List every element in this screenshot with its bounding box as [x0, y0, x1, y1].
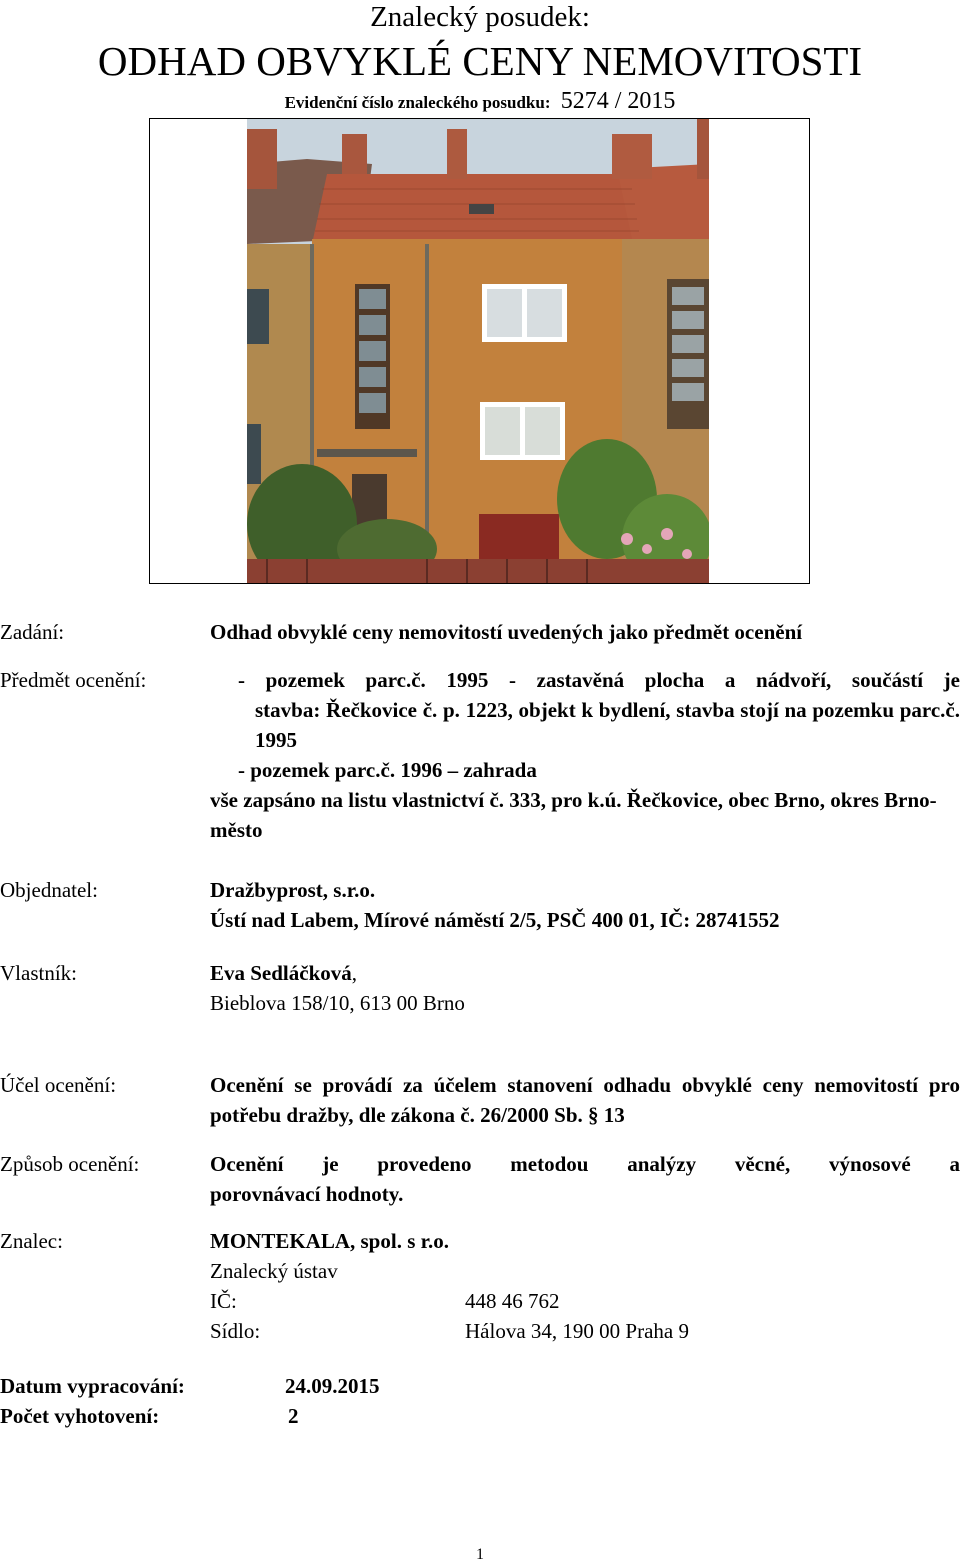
znalec-sidlo-label: Sídlo:: [210, 1319, 261, 1343]
vlastnik-name-line: Eva Sedláčková,: [210, 961, 358, 985]
objednatel-address: Ústí nad Labem, Mírové náměstí 2/5, PSČ 400 01, IČ: 28741552: [210, 908, 780, 932]
predmet-note: vše zapsáno na listu vlastnictví č. 333, pro k.ú. Řečkovice, obec Brno, okres Brno-město: [210, 788, 937, 842]
ucel-value: Ocenění se provádí za účelem stanovení odhadu obvyklé ceny nemovitostí pro potřebu dražby, dle zákona č. 26/2000 Sb. § 13: [210, 1073, 960, 1127]
znalec-ic-label: IČ:: [210, 1289, 237, 1313]
znalec-label: Znalec:: [0, 1229, 63, 1253]
datum-value: 24.09.2015: [285, 1374, 380, 1398]
predmet-item1-continuation: stavba: Řečkovice č. p. 1223, objekt k bydlení, stavba stojí na pozemku parc.č. 1995: [255, 698, 960, 752]
house-photo-icon: [247, 119, 709, 583]
document-title: ODHAD OBVYKLÉ CENY NEMOVITOSTI: [97, 38, 863, 84]
datum-label: Datum vypracování:: [0, 1374, 185, 1398]
vlastnik-name: Eva Sedláčková: [210, 961, 352, 985]
znalec-name: MONTEKALA, spol. s r.o.: [210, 1229, 450, 1253]
znalec-ic-row: [210, 1286, 960, 1316]
objednatel-name: Dražbyprost, s.r.o.: [210, 878, 376, 902]
evidence-number-label: Evidenční číslo znaleckého posudku:: [284, 93, 551, 112]
znalec-type: Znalecký ústav: [210, 1259, 338, 1283]
pocet-label: Počet vyhotovení:: [0, 1404, 160, 1428]
pocet-value: 2: [288, 1404, 299, 1428]
vlastnik-label: Vlastník:: [0, 961, 77, 985]
zpusob-value-line2: porovnávací hodnoty.: [210, 1182, 404, 1206]
predmet-label: Předmět ocenění:: [0, 668, 147, 692]
znalec-sidlo-value: Hálova 34, 190 00 Praha 9: [465, 1319, 689, 1343]
zpusob-label: Způsob ocenění:: [0, 1152, 140, 1176]
document-type: Znalecký posudek:: [370, 1, 590, 33]
znalec-ic-value: 448 46 762: [465, 1289, 560, 1313]
vlastnik-address: Bieblova 158/10, 613 00 Brno: [210, 991, 465, 1015]
zpusob-value-line1: Ocenění je provedeno metodou analýzy věcné, výnosové a: [210, 1152, 960, 1176]
objednatel-label: Objednatel:: [0, 878, 98, 902]
predmet-item2: - pozemek parc.č. 1996 – zahrada: [238, 758, 537, 782]
evidence-number-line: [0, 88, 960, 115]
photo-frame: [149, 118, 810, 584]
zadani-value: Odhad obvyklé ceny nemovitostí uvedených jako předmět ocenění: [210, 620, 803, 644]
page-number: 1: [476, 1546, 484, 1563]
ucel-label: Účel ocenění:: [0, 1073, 117, 1097]
zadani-label: Zadání:: [0, 620, 65, 644]
evidence-number: 5274 / 2015: [560, 88, 676, 114]
znalec-sidlo-row: [210, 1316, 960, 1346]
predmet-item1-lead: - pozemek parc.č. 1995 - zastavěná plocha a nádvoří, součástí je: [238, 668, 960, 692]
